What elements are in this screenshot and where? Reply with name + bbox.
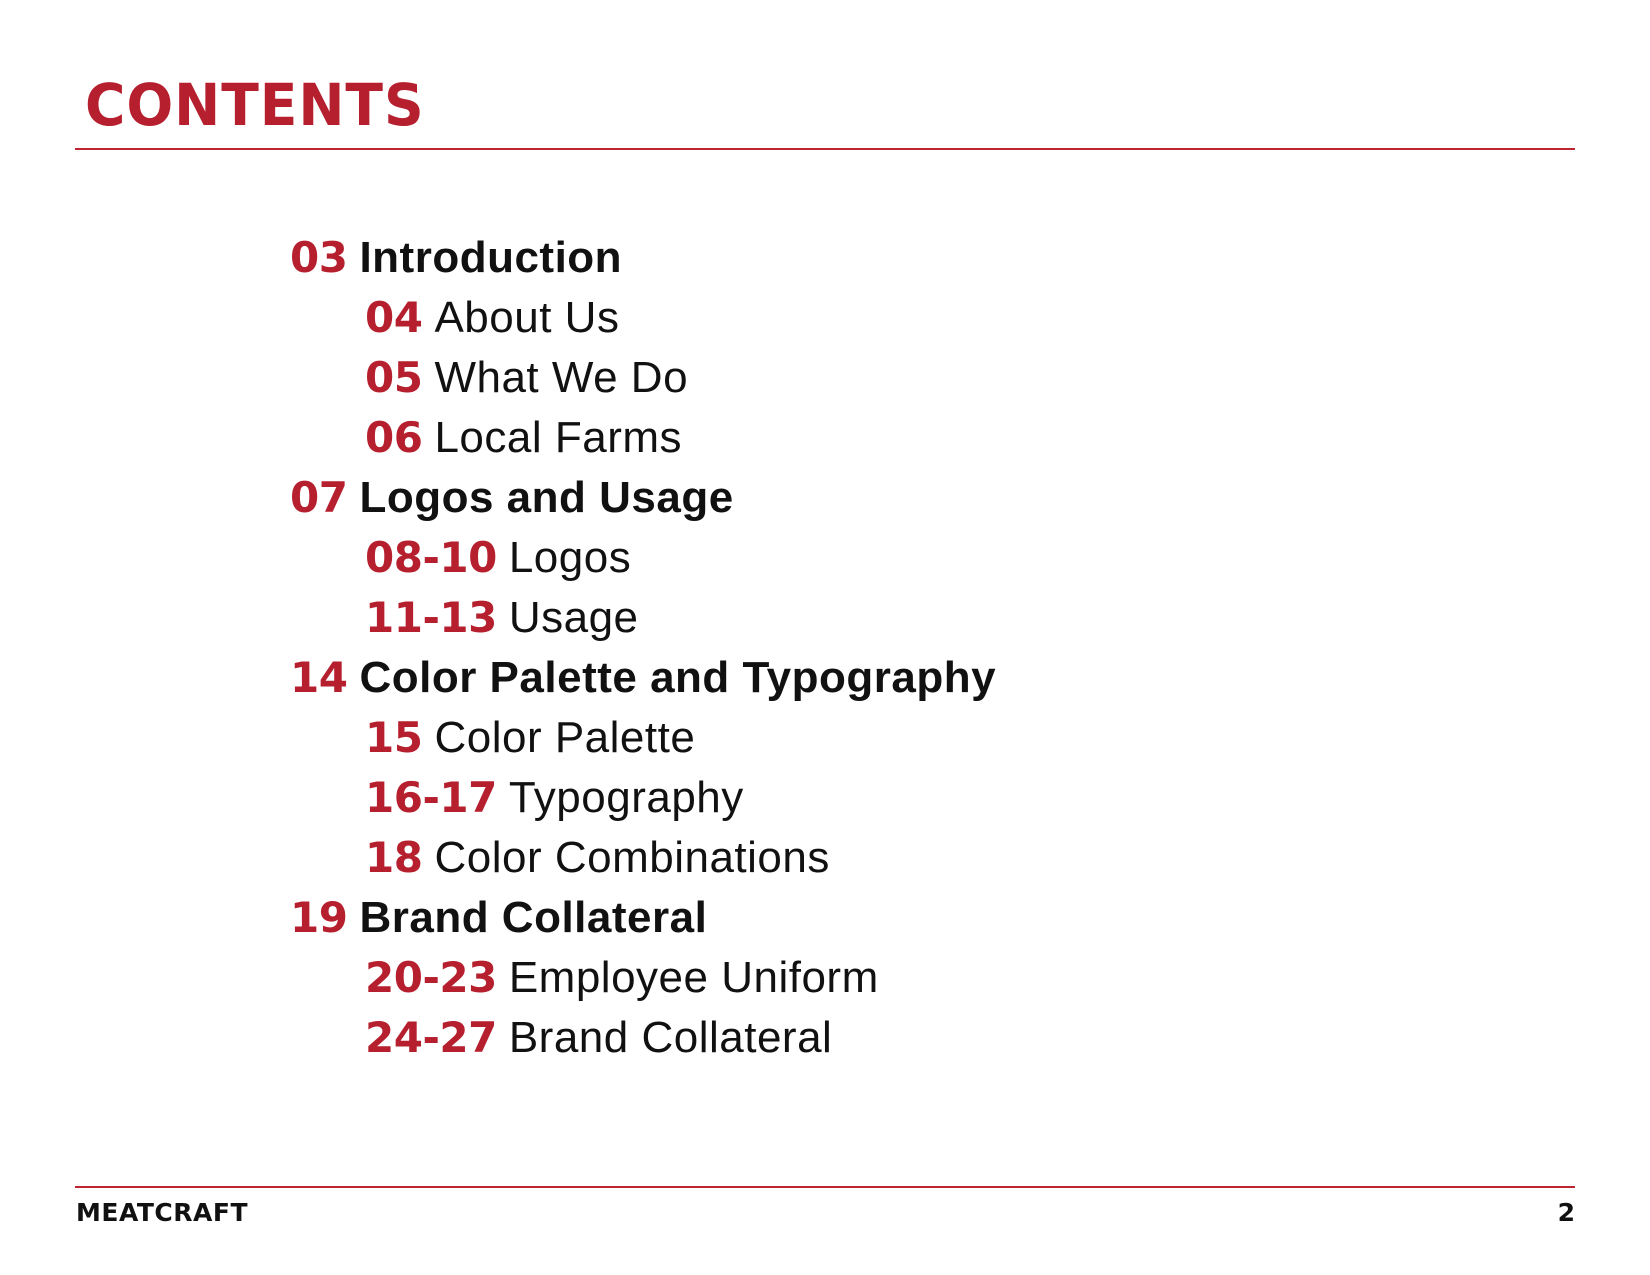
toc-label: Logos: [508, 533, 632, 582]
toc-label: Color Combinations: [434, 833, 830, 882]
toc-entry-typography[interactable]: [290, 768, 996, 828]
page-title: CONTENTS: [85, 71, 425, 139]
toc-entry-what-we-do[interactable]: [290, 348, 996, 408]
header-divider: [75, 148, 1575, 150]
toc-label: About Us: [434, 293, 620, 342]
toc-page-number: 04: [365, 293, 423, 342]
toc-page-number: 03: [290, 233, 348, 282]
footer-divider: [75, 1186, 1575, 1188]
toc-label: Color Palette and Typography: [359, 653, 997, 702]
toc-page-number: 20-23: [365, 953, 497, 1002]
toc-page-number: 24-27: [365, 1013, 497, 1062]
toc-entry-local-farms[interactable]: [290, 408, 996, 468]
toc-entry-color-combinations[interactable]: [290, 828, 996, 888]
toc-label: Usage: [508, 593, 639, 642]
toc-label: Color Palette: [434, 713, 696, 762]
footer-page-number: 2: [1557, 1198, 1575, 1227]
toc-entry-brand-collateral[interactable]: [290, 1008, 996, 1068]
toc-page-number: 05: [365, 353, 423, 402]
toc-entry-color-palette[interactable]: [290, 708, 996, 768]
toc-label: Logos and Usage: [359, 473, 734, 522]
toc-entry-usage[interactable]: [290, 588, 996, 648]
toc-label: Brand Collateral: [359, 893, 708, 942]
toc-label: Local Farms: [434, 413, 683, 462]
toc-page-number: 15: [365, 713, 423, 762]
table-of-contents: [290, 228, 996, 1068]
toc-label: Brand Collateral: [508, 1013, 833, 1062]
footer-brand-name: MEATCRAFT: [76, 1198, 248, 1227]
toc-label: Employee Uniform: [508, 953, 879, 1002]
toc-section-introduction[interactable]: [290, 228, 996, 288]
toc-entry-about-us[interactable]: [290, 288, 996, 348]
toc-entry-logos[interactable]: [290, 528, 996, 588]
toc-page-number: 14: [290, 653, 348, 702]
toc-section-logos-and-usage[interactable]: [290, 468, 996, 528]
toc-section-color-palette-and-typography[interactable]: [290, 648, 996, 708]
toc-section-brand-collateral[interactable]: [290, 888, 996, 948]
toc-label: Typography: [508, 773, 744, 822]
toc-label: What We Do: [434, 353, 689, 402]
toc-page-number: 19: [290, 893, 348, 942]
toc-page-number: 11-13: [365, 593, 497, 642]
toc-page-number: 18: [365, 833, 423, 882]
toc-page-number: 06: [365, 413, 423, 462]
toc-entry-employee-uniform[interactable]: [290, 948, 996, 1008]
toc-label: Introduction: [359, 233, 623, 282]
toc-page-number: 08-10: [365, 533, 497, 582]
toc-page-number: 07: [290, 473, 348, 522]
toc-page-number: 16-17: [365, 773, 497, 822]
